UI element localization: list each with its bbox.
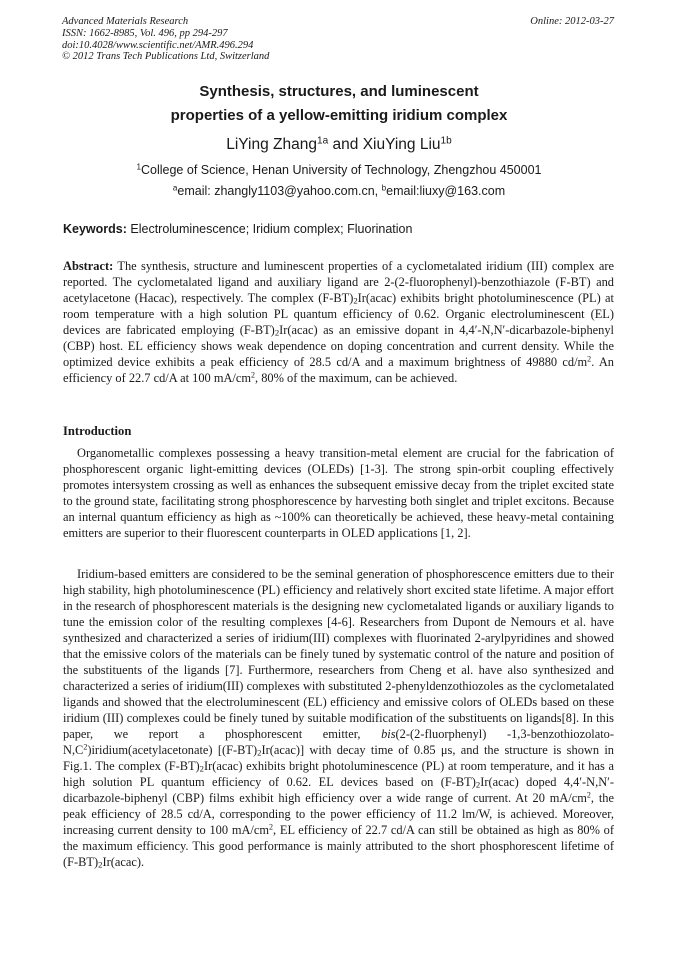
intro-paragraph-1: Organometallic complexes possessing a heavy transition-metal element are crucial for the fabrication of phosphorescent organic light-emitting devices (OLEDs) [1-3]. The strong spin-orbit coupling effectively promotes intersystem crossing as well as enhances the subsequent emissive decay from the triplet excited state to the ground state, facilitating strong phosphorescence by harvesting both singlet and triplet excitons. Because an internal quantum efficiency as high as ~100% can theoretically be achieved, these heavy-metal containing emitters are superior to their fluorescent counterparts in OLED applications [1, 2]. <box>63 446 614 540</box>
keywords-text: Electroluminescence; Iridium complex; Fluorination <box>126 222 413 236</box>
intro-p2-part-b: (2-(2-fluorphenyl) -1,3-benzothiozolato-N,C <box>63 727 614 757</box>
journal-name: Advanced Materials Research <box>62 16 189 27</box>
affiliation <box>0 163 678 177</box>
keywords-label: Keywords: <box>63 222 127 236</box>
abstract <box>63 258 614 386</box>
section-heading-introduction: Introduction <box>63 424 132 438</box>
affiliation-text: College of Science, Henan University of Technology, Zhengzhou 450001 <box>141 163 542 177</box>
intro-p2-subscript-1: 2 <box>257 747 262 758</box>
intro-p2-part-c: )iridium(acetylacetonate) [(F-BT) <box>87 743 258 757</box>
author-1-marker: 1a <box>317 135 329 147</box>
abstract-part-2: Ir(acac) exhibits bright photoluminescence (PL) at room temperature with a high solution PL quantum efficiency of 0.62. Organic electroluminescent (EL) devices are fabricated employing (F-BT) <box>63 291 614 337</box>
journal-issn: ISSN: 1662-8985, Vol. 496, pp 294-297 <box>62 27 228 39</box>
email-line <box>0 184 678 198</box>
abstract-superscript-1: 2 <box>587 354 592 364</box>
abstract-part-4: . An efficiency of 22.7 cd/A at 100 mA/cm <box>63 355 614 385</box>
journal-doi: doi:10.4028/www.scientific.net/AMR.496.294 <box>62 39 254 51</box>
intro-p2-part-f: Ir(acac) doped 4,4′-N,N′-dicarbazole-biphenyl (CBP) films exhibit high efficiency over a wide range of current. At 20 mA/cm <box>63 775 614 805</box>
intro-p2-bis: bis <box>381 727 396 741</box>
intro-p2-part-d: Ir(acac)] with decay time of 0.85 μs, and the structure is shown in Fig.1. The complex (F-BT) <box>63 743 614 773</box>
intro-p2-superscript-1: 2 <box>83 742 88 752</box>
paper-title-line-1: Synthesis, structures, and luminescent <box>199 83 479 100</box>
intro-p2-subscript-2: 2 <box>199 763 204 774</box>
intro-p2-part-g: , the peak efficiency of 28.5 cd/A, corresponding to the power efficiency of 11.2 lm/W, is achieved. Moreover, increasing current density to 100 mA/cm <box>63 791 614 837</box>
abstract-part-3: Ir(acac) as an emissive dopant in 4,4′-N,N′-dicarbazole-biphenyl (CBP) host. EL efficiency shows weak dependence on doping concentration and current density. While the optimized device exhibits a peak efficiency of 28.5 cd/A and a maximum brightness of 49880 cd/m <box>63 323 614 369</box>
abstract-label: Abstract: <box>63 259 114 273</box>
author-1: LiYing Zhang <box>226 136 318 153</box>
intro-p2-part-e: Ir(acac) exhibits bright photoluminescence (PL) at room temperature, and it has a high solution PL quantum efficiency of 0.62. EL devices based on (F-BT) <box>63 759 614 789</box>
email-b: email:liuxy@163.com <box>386 184 506 198</box>
intro-paragraph-2 <box>63 566 614 870</box>
intro-p2-superscript-3: 2 <box>268 822 274 832</box>
abstract-part-5: , 80% of the maximum, can be achieved. <box>255 371 458 385</box>
author-2-marker: 1b <box>440 135 452 147</box>
intro-p2-part-h: , EL efficiency of 22.7 cd/A can still be obtained as high as 80% of the maximum efficiency. This good performance is mainly attributed to the short phosphorescent lifetime of (F-BT) <box>63 823 614 869</box>
abstract-part-1: The synthesis, structure and luminescent properties of a cyclometalated iridium (III) complex are reported. The cyclometalated ligand and auxiliary ligand are 2-(2-fluorophenyl)-benzothiazole (F-BT) and acetylacetone (Hacac), respectively. The complex (F-BT) <box>63 259 614 305</box>
intro-p2-superscript-2: 2 <box>586 790 591 800</box>
email-a: email: zhangly1103@yahoo.com.cn, <box>177 184 382 198</box>
keywords <box>63 222 412 236</box>
author-2: XiuYing Liu <box>362 136 441 153</box>
abstract-superscript-2: 2 <box>251 370 256 380</box>
intro-p2-subscript-4: 2 <box>98 859 103 870</box>
intro-p2-subscript-3: 2 <box>475 779 481 790</box>
online-date: Online: 2012-03-27 <box>530 16 614 27</box>
affiliation-marker: 1 <box>136 162 141 172</box>
intro-p2-part-i: Ir(acac). <box>102 855 145 869</box>
abstract-subscript-2: 2 <box>274 327 280 338</box>
intro-p2-part-a: Iridium-based emitters are considered to be the seminal generation of phosphorescence emitters due to their high stability, high photoluminescence (PL) efficiency and relatively short excited state lifetime. A major effort in the research of phosphorescent materials is the designing new cyclometalated ligands or auxiliary ligands to tune the emission color of the resulting complexes [4-6]. Researchers from Dupont de Nemours et al. have synthesized and characterized a series of iridium(III) complexes with fluorinated 2-arylpyridines and showed that the emissive colors of the materials can be finely tuned by systematic control of the nature and position of the substituents of the ligands [7]. Furthermore, researchers from Cheng et al. have also synthesized and characterized a series of iridium(III) complexes with substituted 2-phenyldenzothiozoles as the cyclometalated ligands and showed that the electroluminescent (EL) efficiency and emissive colors of OLEDs based on these iridium (III) complexes could be finely tuned by suitable modification of the substituents on ligands[8]. In this paper, we report a phosphorescent emitter, <box>63 567 614 741</box>
author-list <box>0 136 678 154</box>
journal-header <box>62 16 269 63</box>
email-a-marker: a <box>172 183 178 193</box>
email-b-marker: b <box>381 183 387 193</box>
paper-title-line-2: properties of a yellow-emitting iridium complex <box>170 107 508 124</box>
journal-copyright: © 2012 Trans Tech Publications Ltd, Switzerland <box>62 51 270 63</box>
author-conjunction: and <box>328 136 363 153</box>
abstract-subscript-1: 2 <box>353 295 358 306</box>
